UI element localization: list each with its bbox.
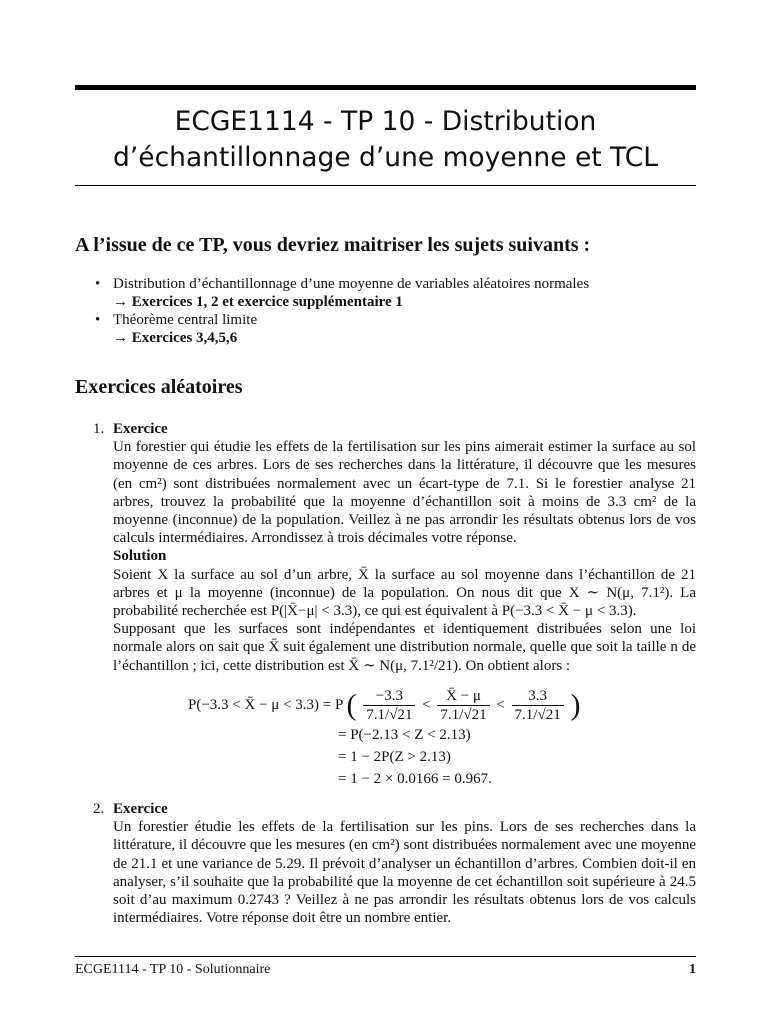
objectives-list (95, 275, 695, 347)
title-top-rule (75, 85, 696, 90)
objective-item (95, 275, 695, 311)
exercise-statement: Un forestier qui étudie les effets de la fertilisation sur les pins aimerait estimer la surface au sol moyenne de ces arbres. Lors de ses recherches dans la littérature, il découvre que les mesures (en cm²) sont distribuées normalement avec un écart-type de 7.1. Si le forestier analyse 21 arbres, trouvez la probabilité que la moyenne d’échantillon soit à moins de 3.3 cm² de la moyenne (inconnue) de la population. Veillez à ne pas arrondir les résultats obtenus lors de vos calculs intermédiaires. Arrondissez à trois décimales votre réponse. (113, 439, 696, 547)
exercise-number: 2. (93, 801, 105, 817)
bullet-icon: • (95, 276, 101, 292)
fraction-numerator: −3.3 (363, 687, 415, 706)
exercise-label: Exercice (113, 801, 168, 817)
title-line-2: d’échantillonnage d’une moyenne et TCL (113, 142, 658, 173)
bullet-icon: • (95, 312, 101, 328)
exercise-1 (93, 420, 696, 790)
objective-ref: Exercices 1, 2 et exercice supplémentaire 1 (131, 294, 403, 310)
fraction (437, 687, 489, 724)
exercise-label: Exercice (113, 421, 168, 437)
equation-line-2: = P(−2.13 < Z < 2.13) (338, 726, 471, 743)
page-number: 1 (689, 962, 696, 977)
objective-text: Théorème central limite (113, 312, 258, 328)
document-title (75, 104, 696, 176)
title-bottom-rule (75, 185, 696, 186)
equation-line-4: = 1 − 2 × 0.0166 = 0.967. (338, 770, 492, 787)
footer-title: ECGE1114 - TP 10 - Solutionnaire (75, 962, 271, 977)
fraction-denominator: 7.1/√21 (514, 706, 561, 723)
solution-label: Solution (113, 548, 167, 565)
equation-line-1: P(−3.3 < X̄ − μ < 3.3) = P ( $\frac{-3.3}{7.1/√21}$ < $\frac{X̄ - \mu}{7.1/√21}$ < $\frac{3.3}{7.1/√21}$ ) (188, 687, 581, 723)
exercise-statement: Un forestier étudie les effets de la fertilisation sur les pins. Lors de ses recherches dans la littérature, il découvre que les mesures (en cm²) sont distribuées normalement avec une moyenne de 21.1 et une variance de 5.29. Il prévoit d’analyser un échantillon d’arbres. Combien doit-il en analyser, s’il souhaite que la probabilité que la moyenne de cet échantillon soit supérieure à 24.5 soit d’au maximum 0.2743 ? Veillez à ne pas arrondir les résultats obtenus lors de vos calculs intermédiaires. Votre réponse doit être un nombre entier. (113, 819, 696, 927)
fraction (363, 687, 415, 724)
exercise-2 (93, 800, 696, 927)
section-heading: Exercices aléatoires (75, 376, 243, 398)
title-line-1: ECGE1114 - TP 10 - Distribution (174, 106, 597, 137)
fraction-numerator: X̄ − μ (437, 687, 489, 706)
solution-paragraph-2: Supposant que les surfaces sont indépendantes et identiquement distribuées selon une loi normale alors on sait que X̄ suit également une distribution normale, quelle que soit la taille n de l’échantillon ; ici, cette distribution est X̄ ∼ N(μ, 7.1²/21). On obtient alors : (113, 621, 696, 674)
objective-item (95, 311, 695, 347)
solution-equation (188, 687, 696, 790)
fraction (512, 687, 564, 724)
objective-ref-line: → Exercices 1, 2 et exercice supplémentaire 1 (113, 294, 403, 310)
fraction-denominator: 7.1/√21 (366, 706, 413, 723)
equation-lhs: P(−3.3 < X̄ − μ < 3.3) = P (188, 696, 343, 713)
paren-close: ) (570, 688, 581, 722)
footer-rule (75, 956, 696, 957)
objectives-heading: A l’issue de ce TP, vous devriez maitriser les sujets suivants : (75, 234, 591, 256)
exercise-number: 1. (93, 421, 105, 437)
fraction-numerator: 3.3 (512, 687, 564, 706)
objective-ref-line: → Exercices 3,4,5,6 (113, 330, 238, 346)
objective-text: Distribution d’échantillonnage d’une moyenne de variables aléatoires normales (113, 276, 590, 292)
solution-paragraph-1: Soient X la surface au sol d’un arbre, X̄ la surface au sol moyenne dans l’échantillon de 21 arbres et μ la moyenne (inconnue) de la population. On nous dit que X ∼ N(μ, 7.1²). La probabilité recherchée est P(|X̄−μ| < 3.3), ce qui est équivalent à P(−3.3 < X̄ − μ < 3.3). (113, 566, 696, 620)
paren-open: ( (346, 688, 357, 722)
objective-ref: Exercices 3,4,5,6 (131, 330, 238, 346)
fraction-denominator: 7.1/√21 (440, 706, 487, 723)
equation-line-3: = 1 − 2P(Z > 2.13) (338, 748, 451, 765)
